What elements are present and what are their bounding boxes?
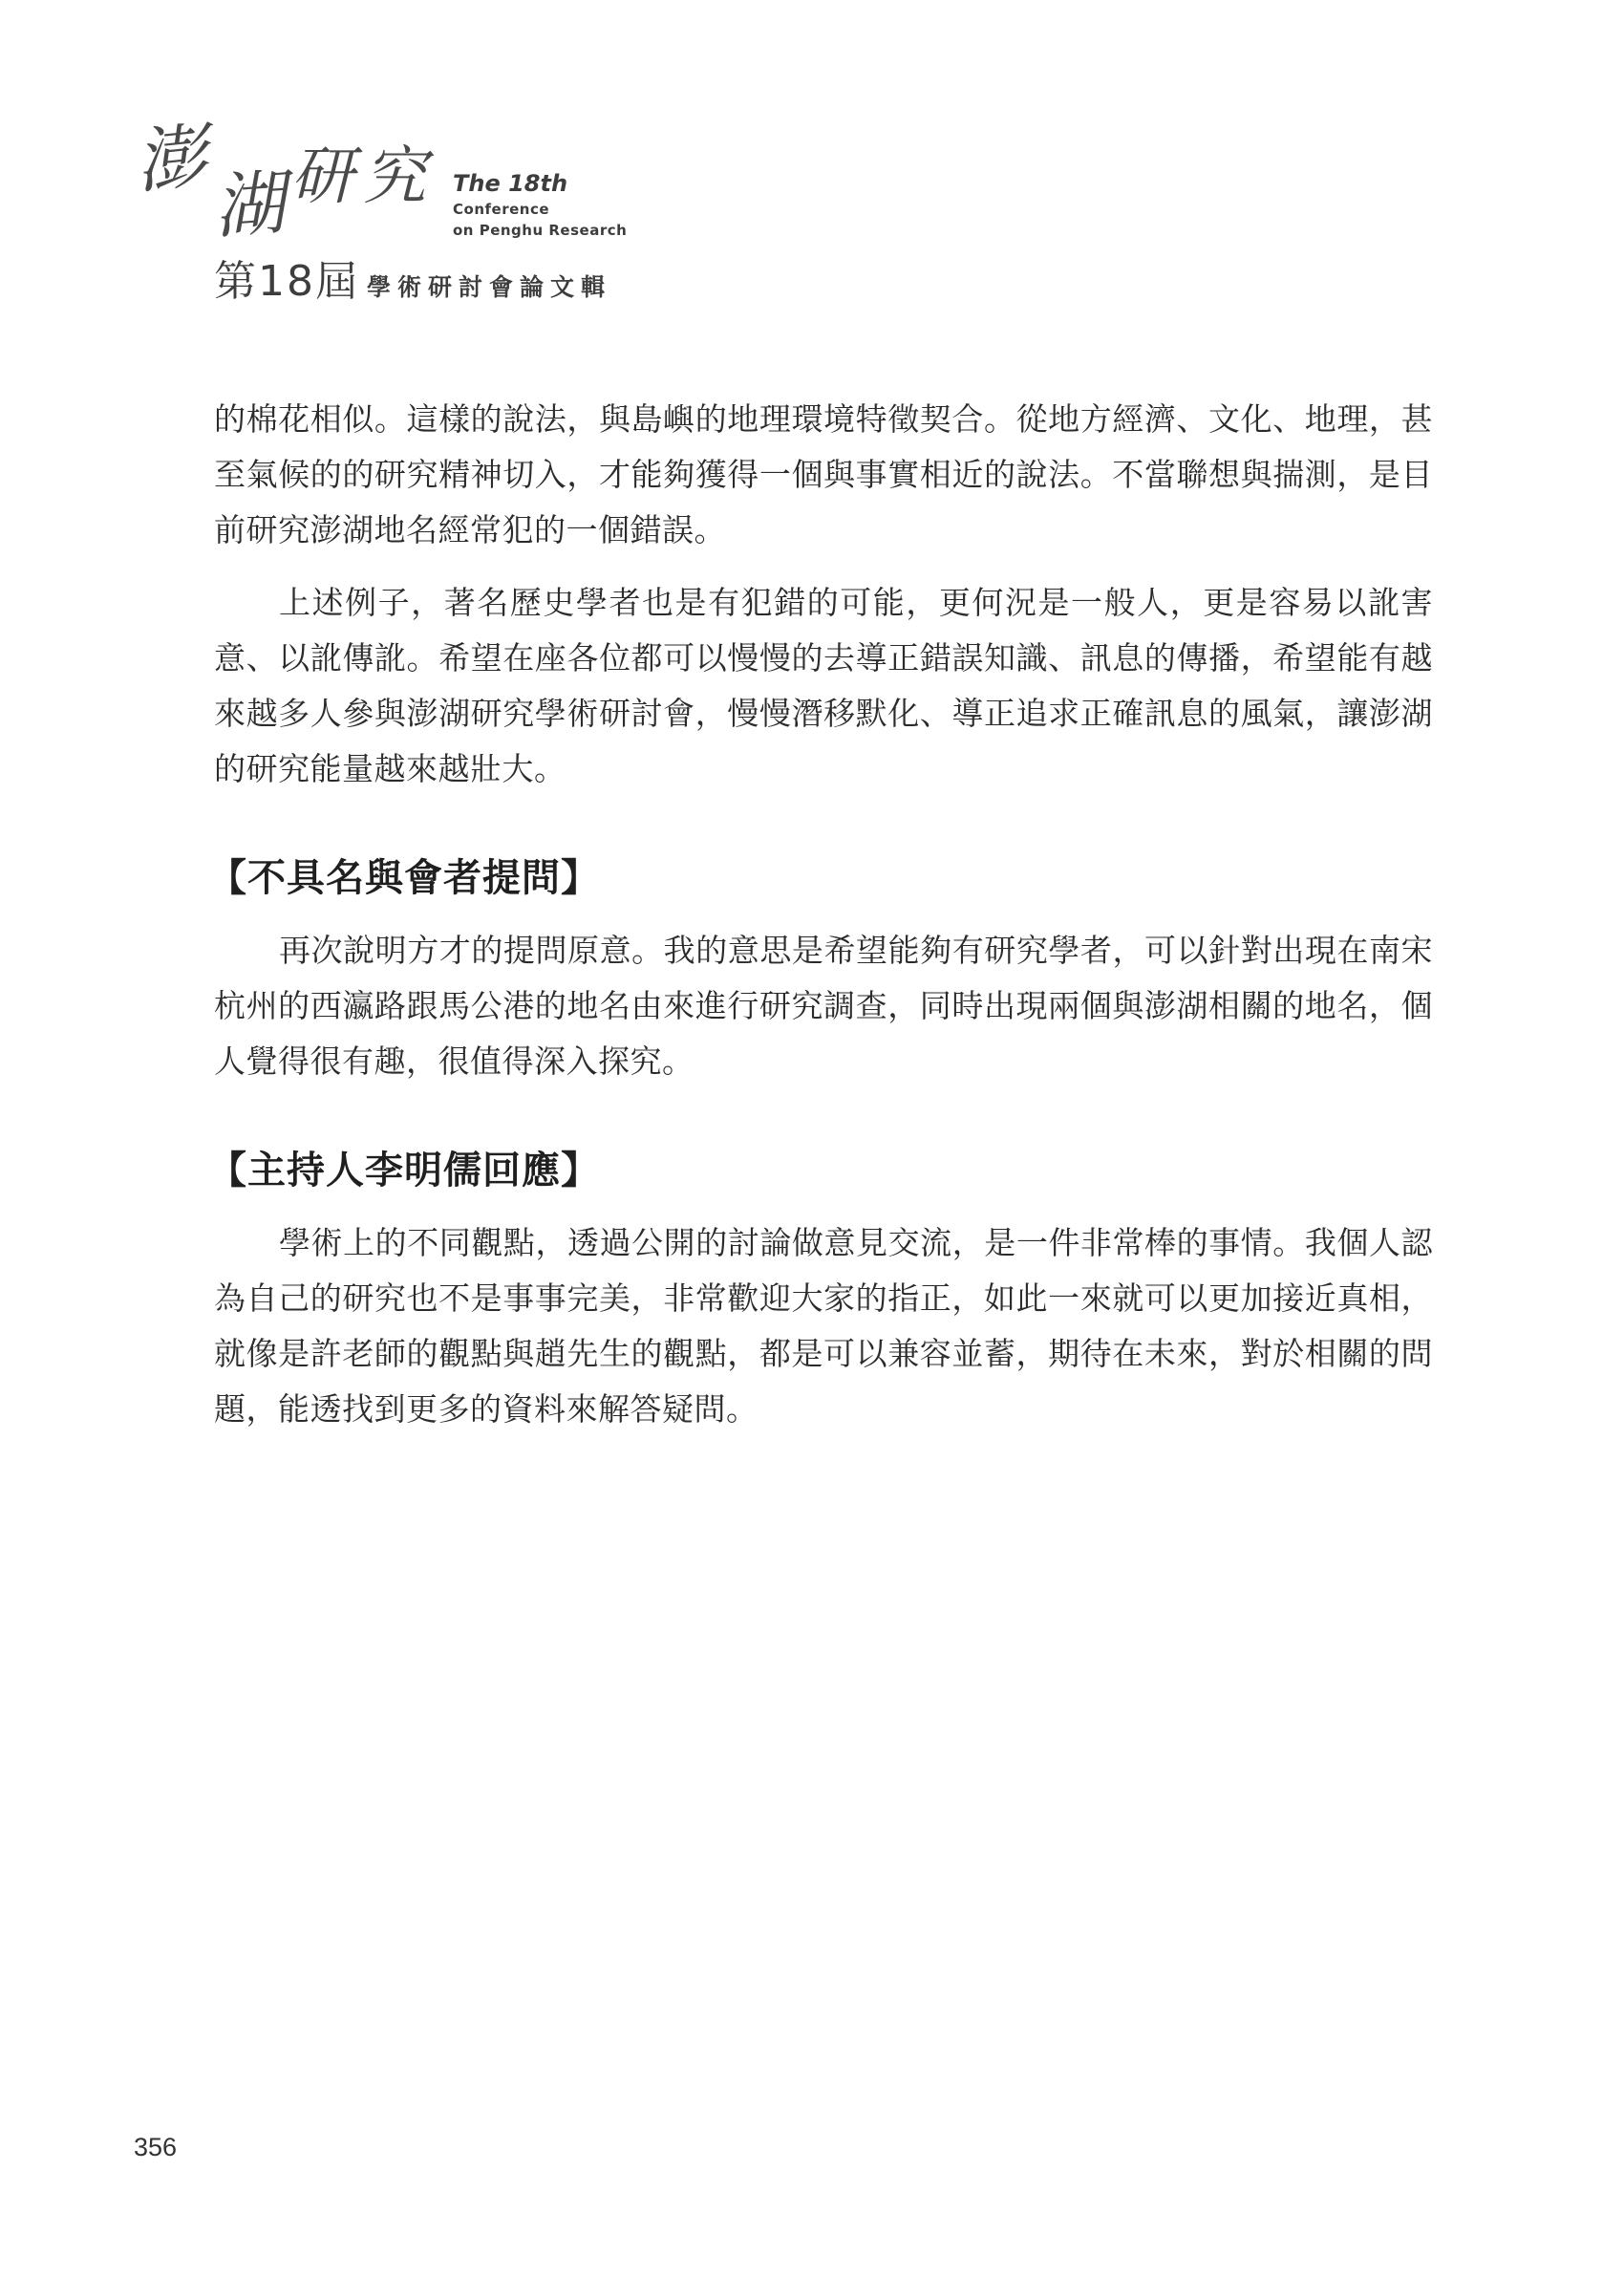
body-paragraph-1: 的棉花相似。這樣的說法，與島嶼的地理環境特徵契合。從地方經濟、文化、地理，甚至氣候的的研究精神切入，才能夠獲得一個與事實相近的說法。不當聯想與揣測，是目前研究澎湖地名經常犯的一個錯誤。 bbox=[214, 400, 1433, 548]
logo-en-line2: on Penghu Research bbox=[453, 222, 628, 239]
journal-logo bbox=[131, 115, 629, 306]
logo-en-line1: Conference bbox=[453, 201, 550, 218]
body-paragraph-2: 上述例子，著名歷史學者也是有犯錯的可能，更何況是一般人，更是容易以訛害意、以訛傳訛。希望在座各位都可以慢慢的去導正錯誤知識、訊息的傳播，希望能有越來越多人參與澎湖研究學術研討會，慢慢潛移默化、導正追求正確訊息的風氣，讓澎湖的研究能量越來越壯大。 bbox=[214, 584, 1433, 787]
section-paragraph-host-response: 學術上的不同觀點，透過公開的討論做意見交流，是一件非常棒的事情。我個人認為自己的研究也不是事事完美，非常歡迎大家的指正，如此一來就可以更加接近真相，就像是許老師的觀點與趙先生的觀點，都是可以兼容並蓄，期待在未來，對於相關的問題，能透找到更多的資料來解答疑問。 bbox=[214, 1224, 1433, 1428]
logo-char-4: 究 bbox=[363, 140, 426, 213]
section-paragraph-anonymous-question: 再次說明方才的提問原意。我的意思是希望能夠有研究學者，可以針對出現在南宋杭州的西瀛路跟馬公港的地名由來進行研究調查，同時出現兩個與澎湖相關的地名，個人覺得很有趣，很值得深入探究。 bbox=[214, 932, 1433, 1080]
section-heading-host-response: 【主持人李明儒回應】 bbox=[208, 1148, 600, 1193]
logo-char-1: 澎 bbox=[131, 115, 211, 204]
main-content bbox=[208, 392, 1433, 1437]
logo-char-3: 研 bbox=[290, 140, 353, 213]
logo-english-title bbox=[453, 172, 627, 238]
section-heading-anonymous-question: 【不具名與會者提問】 bbox=[208, 855, 600, 900]
logo-edition: 第18屆 bbox=[214, 257, 359, 306]
logo-edition-line bbox=[214, 247, 611, 308]
logo-en-title: The 18th bbox=[453, 170, 568, 197]
logo-series: 學術研討會論文輯 bbox=[367, 273, 612, 301]
logo-char-2: 湖 bbox=[211, 161, 288, 249]
page-number: 356 bbox=[134, 2133, 178, 2161]
